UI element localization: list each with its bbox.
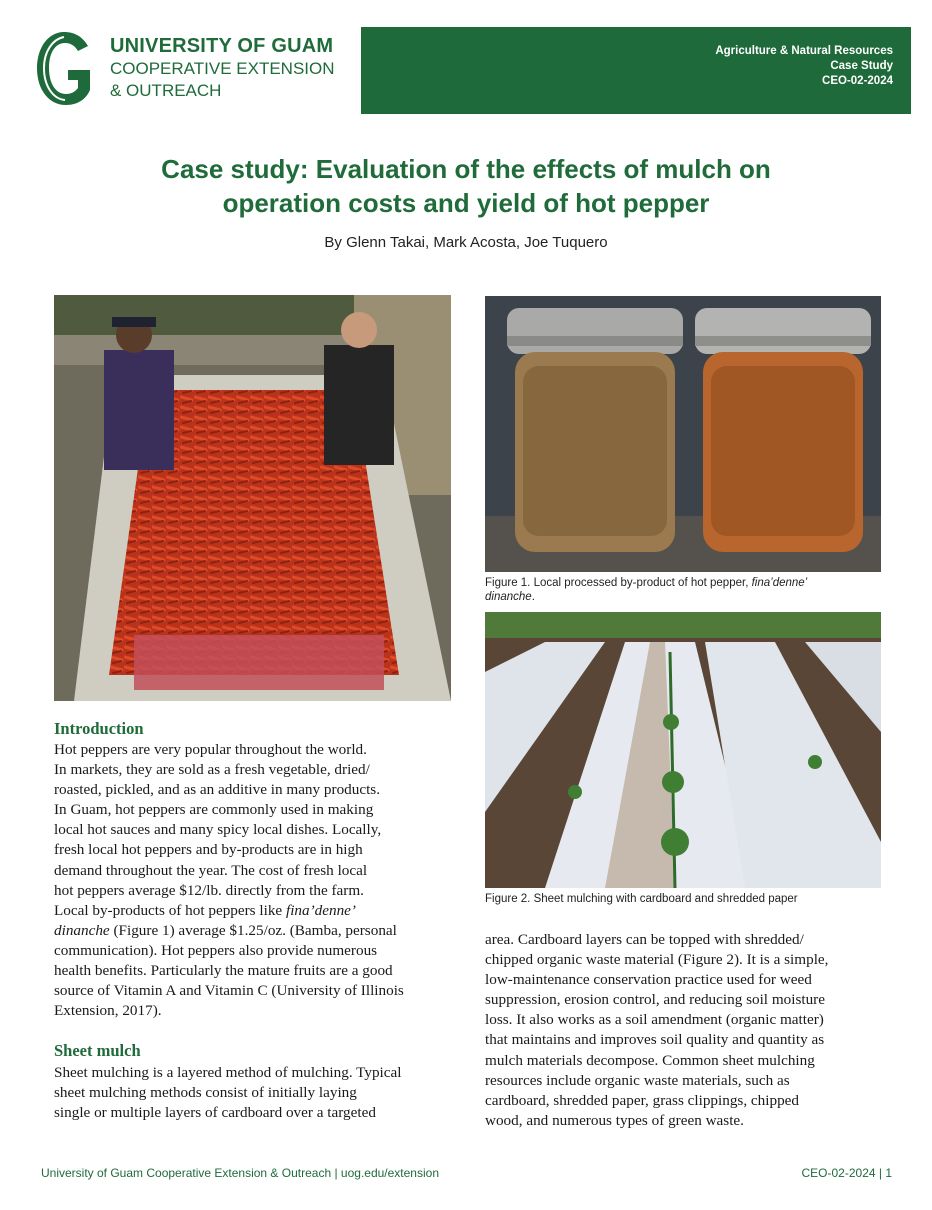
hot-peppers-photo [54, 295, 451, 701]
intro-line: demand throughout the year. The cost of fresh local [54, 861, 368, 879]
org-name-line3: & OUTREACH [110, 81, 222, 100]
sheet-line: mulch materials decompose. Common sheet mulching [485, 1051, 815, 1069]
figure1-caption-text: Figure 1. Local processed by-product of hot pepper, [485, 577, 749, 589]
sheet-line: low-maintenance conservation practice used for weed [485, 971, 812, 989]
introduction-paragraph [54, 740, 464, 1021]
intro-line: roasted, pickled, and as an additive in many products. [54, 781, 381, 799]
sheet-line: loss. It also works as a soil amendment (organic matter) [485, 1011, 824, 1029]
introduction-heading: Introduction [54, 719, 144, 738]
figure1-caption-italic-b: dinanche [485, 591, 532, 603]
sheet-mulch-photo [485, 612, 881, 888]
sheet-line: suppression, erosion control, and reducing soil moisture [485, 991, 825, 1009]
intro-line: Hot peppers are very popular throughout the world. [54, 741, 367, 758]
figure1-caption-end: . [531, 591, 535, 603]
sheet-line: wood, and numerous types of green waste. [485, 1111, 744, 1129]
figure1-caption [485, 576, 881, 604]
figure1-caption-italic-a: fina’denne’ [751, 577, 808, 589]
title-line1: Case study: Evaluation of the effects of mulch on [161, 154, 771, 184]
sheet-line: area. Cardboard layers can be topped with shredded/ [485, 931, 804, 948]
intro-line: health benefits. Particularly the mature fruits are a good [54, 962, 393, 980]
intro-italic-term: fina’denne’ [285, 901, 356, 919]
meta-code: CEO-02-2024 [822, 75, 893, 87]
sheet-line: single or multiple layers of cardboard over a targeted [54, 1104, 376, 1122]
intro-line: communication). Hot peppers also provide numerous [54, 941, 378, 959]
intro-italic-term: dinanche [54, 921, 110, 939]
header-band [361, 27, 911, 114]
sheet-mulch-paragraph-continued [485, 930, 885, 1131]
intro-line: local hot sauces and many spicy local dishes. Locally, [54, 821, 382, 839]
title-line2: operation costs and yield of hot pepper [222, 188, 710, 218]
authors-line: By Glenn Takai, Mark Acosta, Joe Tuquero [324, 234, 608, 251]
page-title [60, 152, 872, 220]
intro-line: In markets, they are sold as a fresh vegetable, dried/ [54, 761, 370, 779]
intro-line [54, 921, 464, 941]
footer-organization: University of Guam Cooperative Extension & Outreach | uog.edu/extension [41, 1166, 439, 1180]
sheet-line: chipped organic waste material (Figure 2). It is a simple, [485, 951, 829, 969]
intro-line: In Guam, hot peppers are commonly used in making [54, 801, 374, 819]
intro-line: Extension, 2017). [54, 1002, 162, 1020]
sheet-mulch-paragraph [54, 1063, 464, 1123]
guam-g-logo-icon [34, 28, 98, 108]
figure2-caption: Figure 2. Sheet mulching with cardboard and shredded paper [485, 893, 798, 905]
org-name-line2: COOPERATIVE EXTENSION [110, 59, 335, 78]
document-meta [715, 44, 893, 89]
intro-line: hot peppers average $12/lb. directly from the farm. [54, 881, 364, 899]
sheet-line: cardboard, shredded paper, grass clippings, chipped [485, 1091, 800, 1109]
sheet-line: sheet mulching methods consist of initially laying [54, 1084, 357, 1102]
intro-text: (Figure 1) average $1.25/oz. (Bamba, personal [109, 921, 397, 939]
intro-line: source of Vitamin A and Vitamin C (University of Illinois [54, 982, 404, 1000]
university-logo [34, 28, 354, 110]
org-name-line1: UNIVERSITY OF GUAM [110, 35, 334, 57]
sheet-line: resources include organic waste materials, such as [485, 1071, 790, 1089]
intro-text: Local by-products of hot peppers like [54, 901, 286, 919]
intro-line: fresh local hot peppers and by-products are in high [54, 841, 363, 859]
sheet-mulch-heading: Sheet mulch [54, 1041, 141, 1060]
meta-category: Agriculture & Natural Resources [715, 45, 893, 57]
jars-photo [485, 296, 881, 572]
sheet-line: Sheet mulching is a layered method of mulching. Typical [54, 1064, 402, 1081]
intro-line [54, 901, 464, 921]
meta-type: Case Study [830, 60, 893, 72]
sheet-line: that maintains and improves soil quality and quantity as [485, 1031, 825, 1049]
footer-page-number: CEO-02-2024 | 1 [801, 1166, 892, 1180]
